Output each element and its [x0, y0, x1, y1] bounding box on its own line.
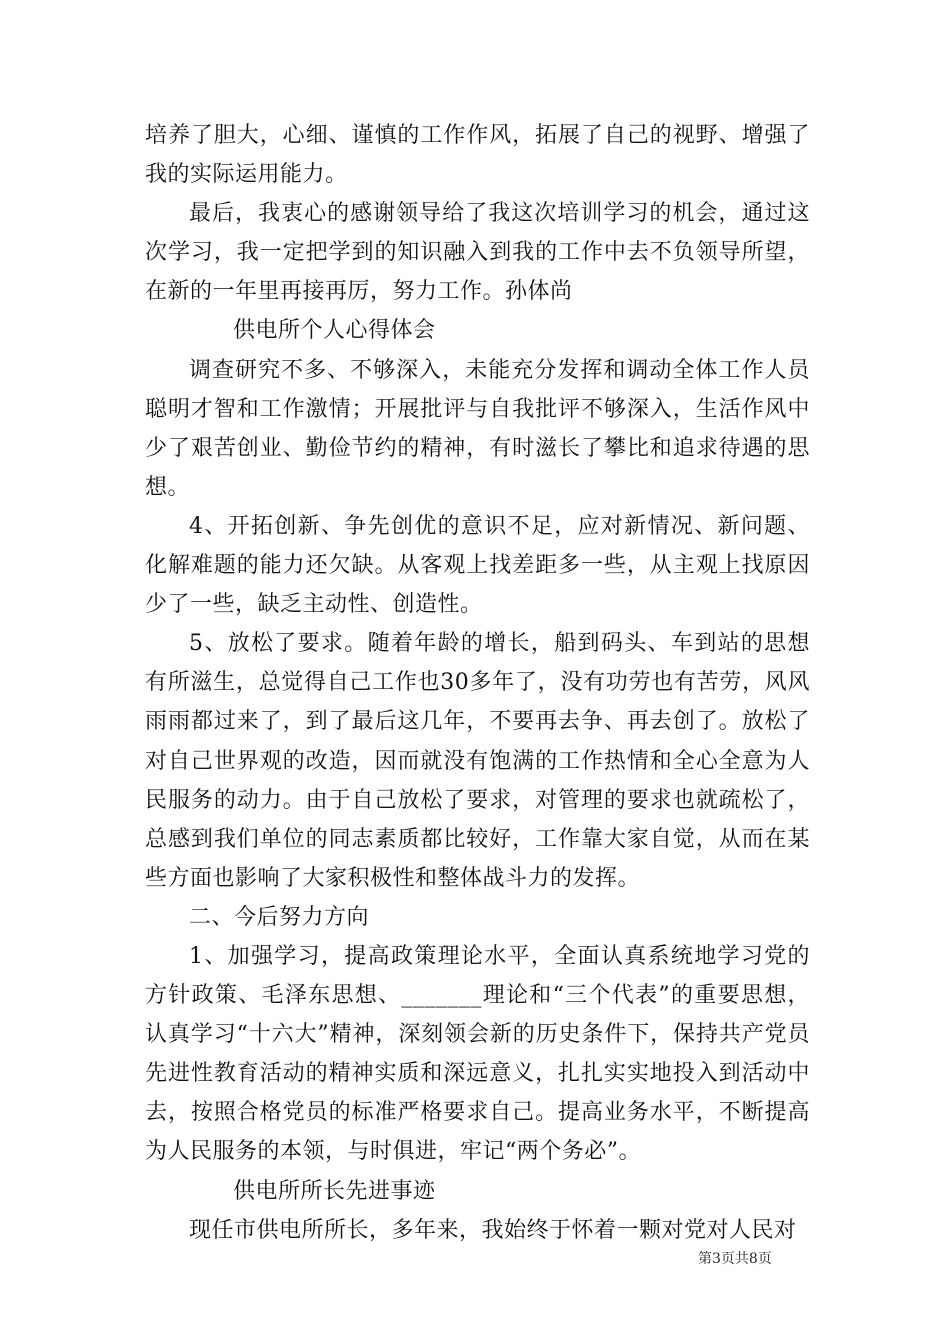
document-body	[145, 116, 810, 1250]
paragraph: 4、开拓创新、争先创优的意识不足，应对新情况、新问题、化解难题的能力还欠缺。从客观上找差距多一些，从主观上找原因少了一些，缺乏主动性、创造性。	[145, 513, 810, 618]
paragraph: 培养了胆大，心细、谨慎的工作作风，拓展了自己的视野、增强了我的实际运用能力。	[145, 123, 810, 188]
paragraph: 最后，我衷心的感谢领导给了我这次培训学习的机会，通过这次学习，我一定把学到的知识融入到我的工作中去不负领导所望，在新的一年里再接再厉，努力工作。孙体尚	[145, 201, 810, 305]
paragraph: 5、放松了要求。随着年龄的增长，船到码头、车到站的思想有所滋生，总觉得自己工作也30多年了，没有功劳也有苦劳，风风雨雨都过来了，到了最后这几年，不要再去争、再去创了。放松了对自己世界观的改造，因而就没有饱满的工作热情和全心全意为人民服务的动力。由于自己放松了要求，对管理的要求也就疏松了，总感到我们单位的同志素质都比较好，工作靠大家自觉，从而在某些方面也影响了大家积极性和整体战斗力的发挥。	[145, 631, 810, 891]
section-title: 供电所所长先进事迹	[233, 1178, 436, 1204]
section-subtitle: 二、今后努力方向	[189, 904, 370, 930]
paragraph: 1、加强学习，提高政策理论水平，全面认真系统地学习党的方针政策、毛泽东思想、_______理论和“三个代表”的重要思想，认真学习“十六大”精神，深刻领会新的历史条件下，保持共产党员先进性教育活动的精神实质和深远意义，扎扎实实地投入到活动中去，按照合格党员的标准严格要求自己。提高业务水平，不断提高为人民服务的本领，与时俱进，牢记“两个务必”。	[145, 943, 810, 1165]
paragraph: 调查研究不多、不够深入，未能充分发挥和调动全体工作人员聪明才智和工作激情；开展批评与自我批评不够深入，生活作风中少了艰苦创业、勤俭节约的精神，有时滋长了攀比和追求待遇的思想。	[145, 357, 810, 500]
page-number: 第3页共8页	[698, 1251, 772, 1267]
section-title: 供电所个人心得体会	[233, 318, 436, 344]
paragraph: 现任市供电所所长，多年来，我始终于怀着一颗对党对人民对	[189, 1217, 797, 1243]
